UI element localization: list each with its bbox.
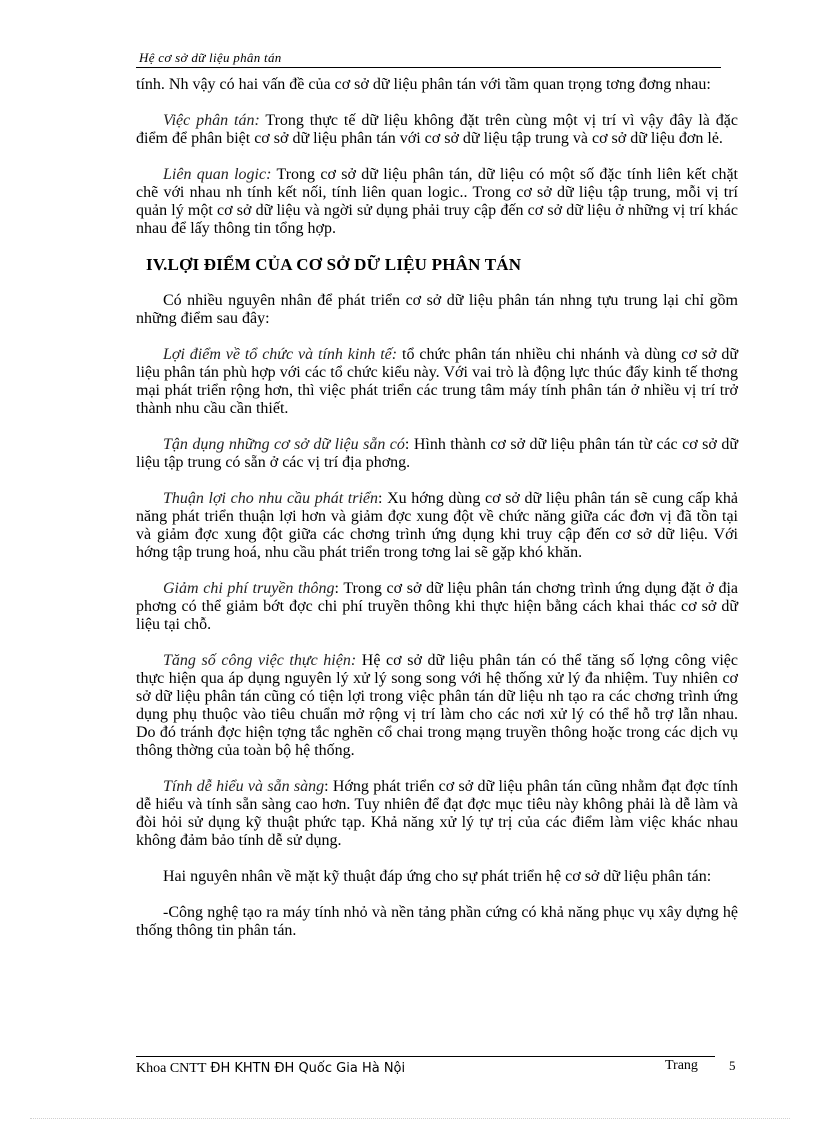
footer-page-number: 5: [729, 1058, 736, 1073]
advantage-item: [136, 346, 738, 418]
header-rule: [136, 67, 721, 68]
advantage-text: Hệ cơ sở dữ liệu phân tán có thể tăng số lợng công việc thực hiện qua áp dụng nguyên lý xử lý song song với hệ thống xử lý đa nhiệm. Tuy nhiên cơ sở dữ liệu phân tán cũng có tiện lợi trong việc phân tán dữ liệu nh tạo ra các chơng trình ứng dụng phụ thuộc vào tiêu chuẩn mở rộng vị trí làm cho các nơi xử lý có thể hỗ trợ lẫn nhau. Do đó tránh đợc hiện tợng tắc nghẽn cổ chai trong mạng truyền thông hoặc trong các dịch vụ thông thờng của toàn bộ hệ thống.: [136, 652, 738, 759]
advantage-item: [136, 580, 738, 634]
advantage-term: Tính dễ hiểu và sẵn sàng: [163, 778, 325, 795]
advantage-text: tổ chức phân tán nhiều chi nhánh và dùng cơ sở dữ liệu phân tán phù hợp với các tổ chức kiểu này. Với vai trò là động lực thúc đẩy kinh tế thơng mại phát triển rộng hơn, thì việc phát triển các trung tâm máy tính phân tán ở nhiều vị trí trở thành nhu cầu cần thiết.: [136, 346, 738, 417]
section-intro: Có nhiều nguyên nhân để phát triển cơ sở dữ liệu phân tán nhng tựu trung lại chỉ gồm những điểm sau đây:: [136, 292, 738, 327]
closing-bullet: -Công nghệ tạo ra máy tính nhỏ và nền tảng phần cứng có khả năng phục vụ xây dựng hệ thống thông tin phân tán.: [136, 904, 738, 939]
page-bottom-border: [30, 1118, 790, 1119]
paragraph-logical-relation: [136, 166, 738, 238]
advantage-item: [136, 778, 738, 850]
advantage-item: [136, 436, 738, 472]
footer-rule: [136, 1056, 715, 1057]
advantage-term: Tận dụng những cơ sở dữ liệu sẵn có: [163, 436, 405, 453]
paragraph-continuation: tính. Nh vậy có hai vấn đề của cơ sở dữ liệu phân tán với tầm quan trọng tơng đơng nhau:: [136, 76, 711, 93]
term-distribution: Việc phân tán:: [163, 112, 260, 129]
advantage-text: : Hớng phát triển cơ sở dữ liệu phân tán cũng nhằm đạt đợc tính dễ hiểu và tính sẵn sàng cao hơn. Tuy nhiên để đạt đợc mục tiêu này không phải là dễ làm và đòi hỏi sử dụng kỹ thuật phức tạp. Khả năng xử lý tự trị của các điểm làm việc khác nhau không đảm bảo tính dễ sử dụng.: [136, 778, 739, 849]
paragraph-distribution: [136, 112, 738, 148]
page-body: [136, 76, 738, 958]
advantage-term: Thuận lợi cho nhu cầu phát triển: [163, 490, 378, 507]
advantage-term: Tăng số công việc thực hiện:: [163, 652, 357, 669]
advantage-item: [136, 652, 738, 760]
footer-page-label: Trang: [665, 1058, 698, 1073]
section-heading: IV.LỢI ĐIỂM CỦA CƠ SỞ DỮ LIỆU PHÂN TÁN: [146, 255, 522, 274]
closing-paragraph: Hai nguyên nhân về mặt kỹ thuật đáp ứng cho sự phát triển hệ cơ sở dữ liệu phân tán:: [163, 868, 712, 885]
advantage-term: Giảm chi phí truyền thông: [163, 580, 335, 597]
advantage-text: : Xu hớng dùng cơ sở dữ liệu phân tán sẽ cung cấp khả năng phát triển thuận lợi hơn và giảm đợc xung đột về chức năng giữa các đơn vị đã tồn tại và giảm đợc xung đột giữa các chơng trình ứng dụng khi truy cập đến cơ sở dữ liệu. Với hớng tập trung hoá, nhu cầu phát triển trong tơng lai sẽ gặp khó khăn.: [136, 490, 738, 561]
advantage-text: : Hình thành cơ sở dữ liệu phân tán từ các cơ sở dữ liệu tập trung có sẵn ở các vị trí địa phơng.: [136, 436, 739, 471]
footer-institution: [136, 1061, 405, 1077]
advantage-term: Lợi điểm về tổ chức và tính kinh tế:: [163, 346, 398, 363]
footer-university: ĐH KHTN ĐH Quốc Gia Hà Nội: [210, 1061, 406, 1076]
running-header-title: Hệ cơ sở dữ liệu phân tán: [139, 50, 282, 65]
advantage-text: : Trong cơ sở dữ liệu phân tán chơng trình ứng dụng đặt ở địa phơng có thể giảm bớt đợc chi phí truyền thông khi thực hiện bằng cách khai thác cơ sở dữ liệu tại chỗ.: [136, 580, 739, 633]
paragraph-text: Trong thực tế dữ liệu không đặt trên cùng một vị trí vì vậy đây là đặc điểm để phân biệt cơ sở dữ liệu phân tán với cơ sở dữ liệu tập trung và cơ sở dữ liệu đơn lẻ.: [136, 112, 738, 147]
footer-faculty: Khoa CNTT: [136, 1061, 207, 1076]
advantage-item: [136, 490, 738, 562]
term-logical-relation: Liên quan logic:: [163, 166, 272, 183]
paragraph-text: Trong cơ sở dữ liệu phân tán, dữ liệu có một số đặc tính liên kết chặt chẽ với nhau nh tính kết nối, tính liên quan logic.. Trong cơ sở dữ liệu tập trung, mỗi vị trí quản lý một cơ sở dữ liệu và ngời sử dụng phải truy cập đến cơ sở dữ liệu ở những vị trí khác nhau để lấy thông tin tổng hợp.: [136, 166, 739, 237]
